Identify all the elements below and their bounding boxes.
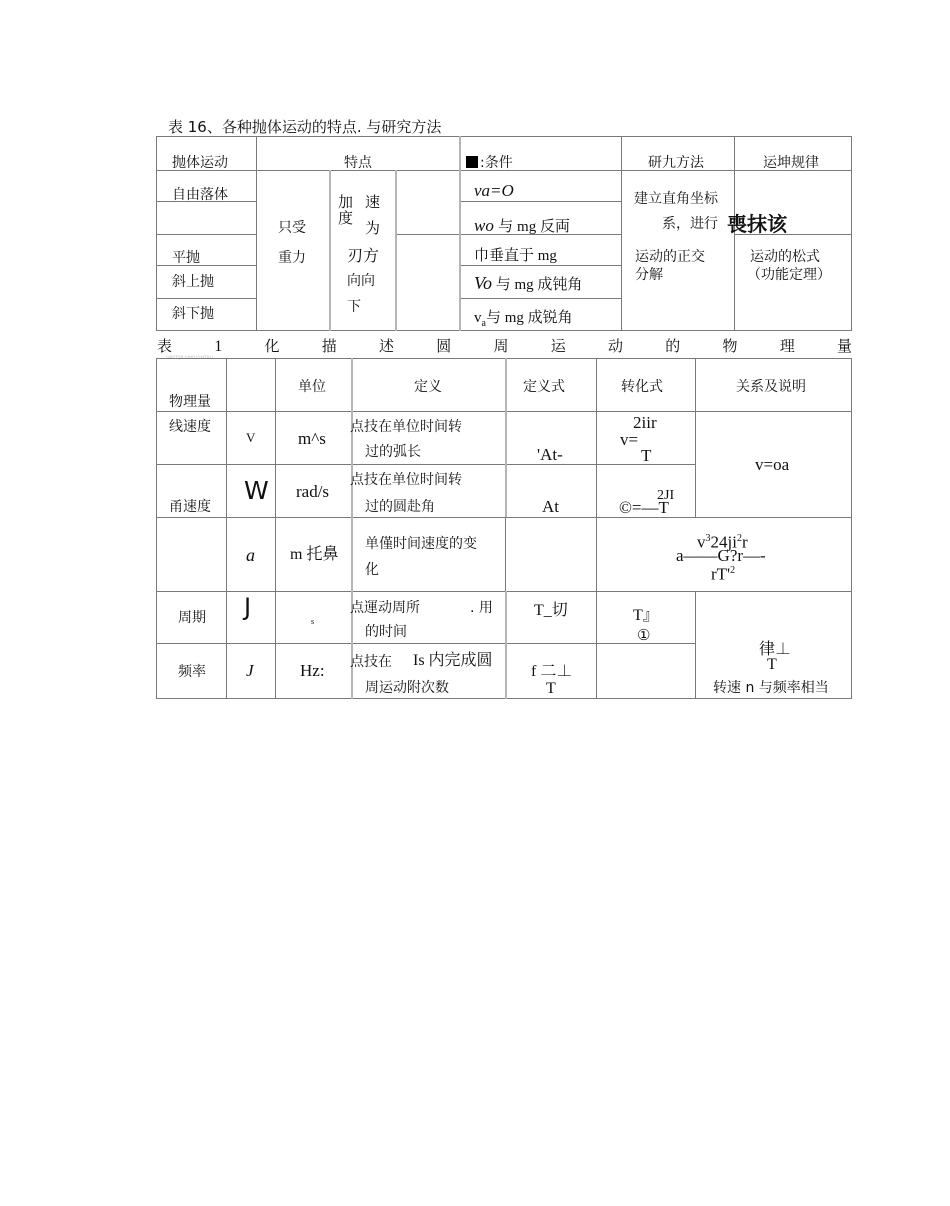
black-square-icon: [466, 156, 478, 168]
condition-2: wo 与 mg 反両: [474, 216, 570, 235]
method-l2: 系，进行: [662, 216, 718, 232]
law-l1: 运动的松式: [750, 249, 820, 265]
header-method: 研九方法: [648, 155, 704, 171]
header-law: 运坤规律: [763, 155, 819, 171]
header-unit: 单位: [298, 379, 326, 395]
method-l3: 运动的正交: [635, 249, 705, 265]
header-def-formula: 定义式: [523, 379, 565, 395]
feature-accel-a3: 速: [365, 193, 381, 211]
header-motion: 抛体运动: [172, 155, 228, 171]
row-horizontal-throw: 平抛: [172, 250, 200, 266]
law-l2: （功能定理）: [747, 267, 831, 283]
table16-caption: 表 16、各种抛体运动的特点. 与研究方法: [168, 118, 442, 136]
relation-v-w: v=oa: [755, 455, 790, 474]
feature-accel-a7: 下: [347, 299, 361, 315]
condition-1: va=O: [474, 181, 514, 200]
header-conv-formula: 转化式: [621, 379, 663, 395]
row-free-fall: 自由落体: [172, 187, 228, 203]
relation-t-f-bot: 转速 n 与频率相当: [713, 680, 829, 696]
header-condition: :条件: [466, 155, 513, 171]
condition-5: $v_a$与 mg 成锐角: [474, 310, 573, 330]
method-l1: 建立直角坐标: [634, 191, 718, 207]
header-features: 特点: [344, 155, 372, 171]
relation-t-f-top: 律⊥: [759, 641, 792, 658]
header-relation: 关系及说明: [736, 379, 806, 395]
header-definition: 定义: [414, 379, 442, 395]
law-overlap-text: 喪抹该: [727, 212, 787, 236]
row-oblique-down-throw: 斜下抛: [172, 306, 214, 322]
condition-3: 巾垂直于 mg: [474, 248, 557, 264]
table1-caption: 表 1 化 描 述 圆 周 运 动 的 物 理 量: [157, 337, 852, 355]
feature-accel-a6: 向向: [347, 273, 375, 289]
feature-accel-a4: 为: [365, 219, 381, 237]
method-l4: 分解: [635, 267, 663, 283]
row-oblique-up-throw: 斜上抛: [172, 274, 214, 290]
header-quantity: 物理量: [169, 394, 211, 410]
relation-t-f-mid: T: [767, 656, 777, 673]
condition-4: Vo 与 mg 成钝角: [474, 273, 583, 293]
feature-force-l1: 只受: [278, 220, 306, 236]
feature-accel-a2: 度: [338, 209, 354, 227]
feature-force-l2: 重力: [278, 250, 306, 266]
feature-accel-a5: 刃方: [347, 246, 380, 265]
feature-accel-a1: 加: [338, 193, 354, 211]
